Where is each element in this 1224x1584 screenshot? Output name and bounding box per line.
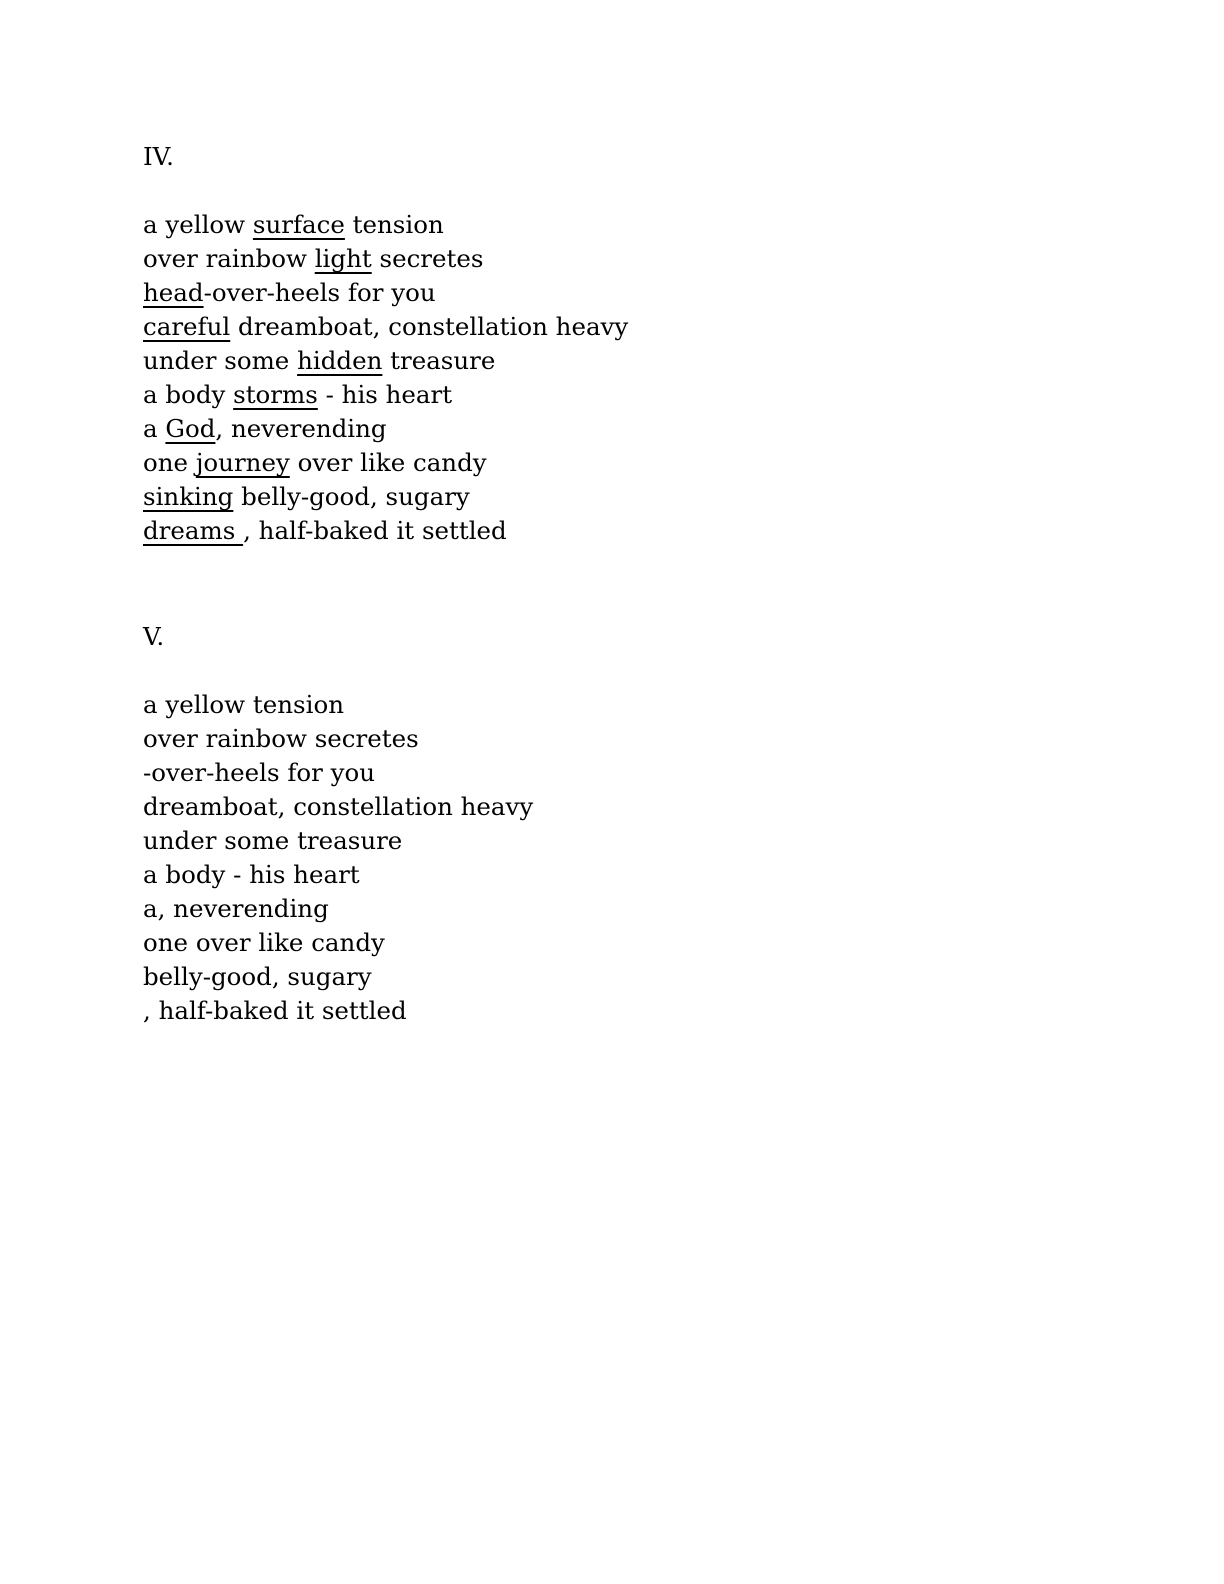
poem-line (143, 722, 1143, 756)
section-spacer (143, 548, 1143, 620)
heading-spacer (143, 174, 1143, 208)
stanza (143, 688, 1143, 1028)
poem-line (143, 514, 1143, 548)
stanza (143, 208, 1143, 548)
poem-line (143, 310, 1143, 344)
line-text: - his heart (317, 380, 453, 409)
poem-section (143, 140, 1143, 548)
line-text: a (143, 414, 166, 443)
line-text: a, neverending (143, 894, 329, 923)
line-text: belly-good, sugary (233, 482, 470, 511)
poem-line (143, 412, 1143, 446)
poem-line (143, 858, 1143, 892)
underlined-word: sinking (143, 482, 234, 511)
underlined-word: dreams (143, 516, 244, 545)
poem-section (143, 620, 1143, 1028)
poem-line (143, 756, 1143, 790)
underlined-word: God (165, 414, 216, 443)
poem-line (143, 378, 1143, 412)
poem-body (143, 140, 1143, 1028)
heading-spacer (143, 654, 1143, 688)
line-text: one over like candy (143, 928, 385, 957)
line-text: -over-heels for you (203, 278, 436, 307)
line-text: over rainbow (143, 244, 315, 273)
line-text: a yellow tension (143, 690, 344, 719)
line-text: , half-baked it settled (243, 516, 507, 545)
poem-line (143, 892, 1143, 926)
line-text: treasure (382, 346, 496, 375)
line-text: a yellow (143, 210, 253, 239)
poem-line (143, 960, 1143, 994)
line-text: dreamboat, constellation heavy (230, 312, 629, 341)
underlined-word: careful (143, 312, 231, 341)
line-text: tension (344, 210, 444, 239)
line-text: , half-baked it settled (143, 996, 407, 1025)
underlined-word: surface (252, 210, 345, 239)
poem-line (143, 344, 1143, 378)
underlined-word: journey (195, 448, 290, 477)
poem-line (143, 446, 1143, 480)
poem-line (143, 994, 1143, 1028)
line-text: one (143, 448, 196, 477)
poem-line (143, 688, 1143, 722)
line-text: under some treasure (143, 826, 403, 855)
underlined-word: storms (233, 380, 318, 409)
poem-line (143, 926, 1143, 960)
line-text: belly-good, sugary (143, 962, 372, 991)
poem-line (143, 208, 1143, 242)
poem-line (143, 480, 1143, 514)
section-heading: IV. (143, 142, 174, 171)
section-heading: V. (143, 622, 165, 651)
underlined-word: light (314, 244, 372, 273)
poem-line (143, 824, 1143, 858)
line-text: dreamboat, constellation heavy (143, 792, 534, 821)
line-text: over rainbow secretes (143, 724, 419, 753)
line-text: under some (143, 346, 298, 375)
line-text: a body (143, 380, 234, 409)
line-text: , neverending (215, 414, 387, 443)
line-text: over like candy (289, 448, 487, 477)
line-text: a body - his heart (143, 860, 360, 889)
underlined-word: hidden (297, 346, 383, 375)
poem-line (143, 790, 1143, 824)
underlined-word: head (143, 278, 204, 307)
line-text: secretes (371, 244, 484, 273)
line-text: -over-heels for you (143, 758, 376, 787)
poem-line (143, 242, 1143, 276)
poem-line (143, 276, 1143, 310)
